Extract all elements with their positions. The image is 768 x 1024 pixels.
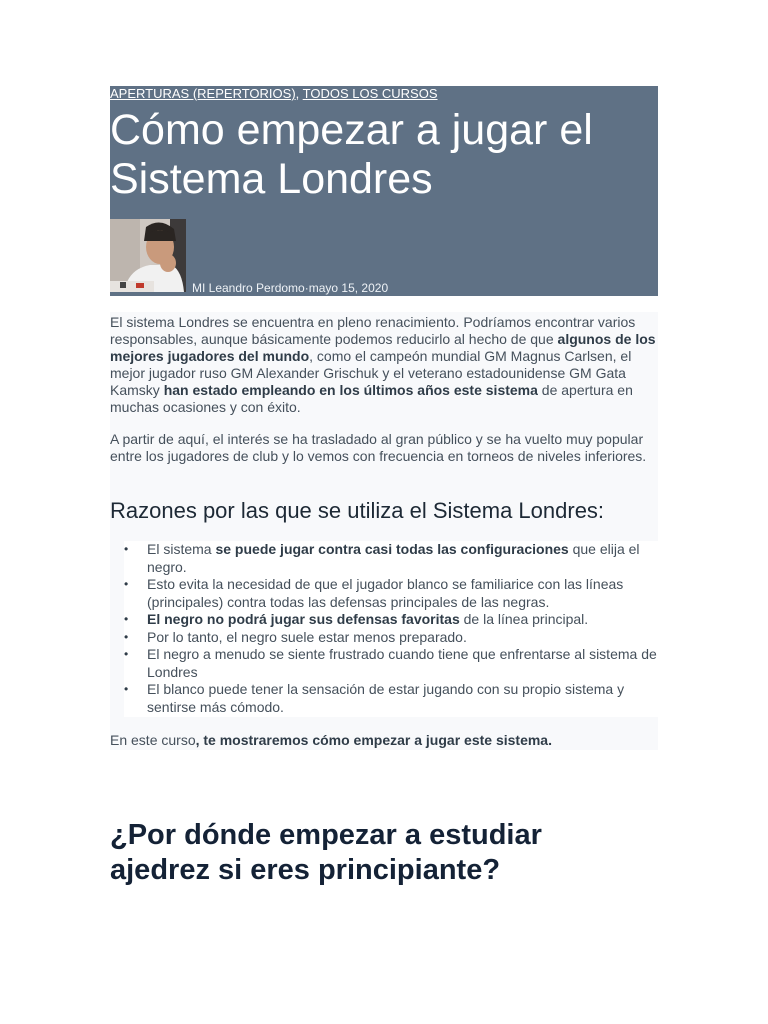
- bullet-icon: •: [124, 682, 129, 696]
- bullet-icon: •: [124, 629, 129, 644]
- next-article-title-line-1: ¿Por dónde empezar a estudiar: [110, 819, 542, 851]
- page-title: [110, 106, 670, 204]
- category-separator: ,: [295, 86, 300, 101]
- reasons-box: [124, 541, 658, 717]
- author-photo-image: [110, 219, 186, 292]
- list-item: [124, 681, 658, 716]
- list-item-text: El sistema: [147, 541, 216, 557]
- list-item: [124, 541, 658, 576]
- list-item-bold: se puede jugar contra casi todas las configuraciones: [215, 541, 569, 557]
- section-heading: Razones por las que se utiliza el Sistema Londres:: [110, 498, 605, 523]
- intro-text-1: El sistema Londres se encuentra en pleno renacimiento. Podríamos encontrar varios responsables, aunque básicamente podemos reducirlo al hecho de que: [110, 314, 636, 347]
- reasons-list: [124, 541, 658, 716]
- list-item-text: El negro a menudo se siente frustrado cuando tiene que enfrentarse al sistema de Londres: [147, 646, 657, 680]
- author-name[interactable]: MI Leandro Perdomo: [192, 281, 305, 295]
- page-title-line-2: Sistema Londres: [110, 155, 433, 203]
- list-item-text-end: que elija el negro.: [147, 541, 640, 575]
- closing-text: En este curso: [110, 732, 196, 748]
- intro-bold-1: algunos de los mejores jugadores del mundo: [110, 331, 656, 364]
- category-links: [110, 86, 438, 101]
- author-avatar[interactable]: [110, 219, 186, 292]
- list-item-text: Esto evita la necesidad de que el jugador blanco se familiarice con las líneas (principales) contra todas las defensas principales de las negras.: [147, 576, 624, 610]
- article-body: [110, 312, 658, 750]
- list-item-text: El blanco puede tener la sensación de estar jugando con su propio sistema y sentirse más cómodo.: [147, 681, 625, 715]
- category-link-aperturas[interactable]: APERTURAS (REPERTORIOS): [110, 86, 296, 101]
- second-paragraph: A partir de aquí, el interés se ha trasladado al gran público y se ha vuelto muy popular entre los jugadores de club y lo vemos con frecuencia en torneos de niveles inferiores.: [110, 431, 647, 464]
- closing-bold: , te mostraremos cómo empezar a jugar este sistema.: [195, 732, 552, 748]
- closing-paragraph: [110, 732, 552, 749]
- list-item-text-end: de la línea principal.: [459, 611, 589, 627]
- page-title-line-1: Cómo empezar a jugar el: [110, 106, 593, 154]
- bullet-icon: •: [124, 542, 129, 556]
- intro-paragraph: [110, 314, 662, 416]
- category-link-todos-los-cursos[interactable]: TODOS LOS CURSOS: [302, 86, 438, 101]
- article-header: [110, 86, 658, 296]
- byline: [192, 281, 388, 295]
- list-item: [124, 629, 658, 647]
- bullet-icon: •: [124, 612, 129, 626]
- list-item: [124, 611, 658, 629]
- next-article-title[interactable]: [110, 818, 670, 888]
- next-article-title-line-2: ajedrez si eres principiante?: [110, 854, 501, 886]
- intro-bold-2: han estado empleando en los últimos años este sistema: [163, 382, 538, 398]
- intro-text-3: de apertura en muchas ocasiones y con éxito.: [110, 382, 633, 415]
- list-item: [124, 576, 658, 611]
- list-item: [124, 646, 658, 681]
- bullet-icon: •: [124, 647, 129, 661]
- list-item-bold: El negro no podrá jugar sus defensas favoritas: [147, 611, 460, 627]
- intro-text-2: , como el campeón mundial GM Magnus Carlsen, el mejor jugador ruso GM Alexander Grischuk y el veterano estadounidense GM Gata Kamsky: [110, 348, 632, 398]
- bullet-icon: •: [124, 577, 129, 591]
- list-item-text: Por lo tanto, el negro suele estar menos preparado.: [147, 628, 467, 645]
- post-date: mayo 15, 2020: [308, 281, 389, 295]
- byline-separator: ·: [304, 281, 309, 295]
